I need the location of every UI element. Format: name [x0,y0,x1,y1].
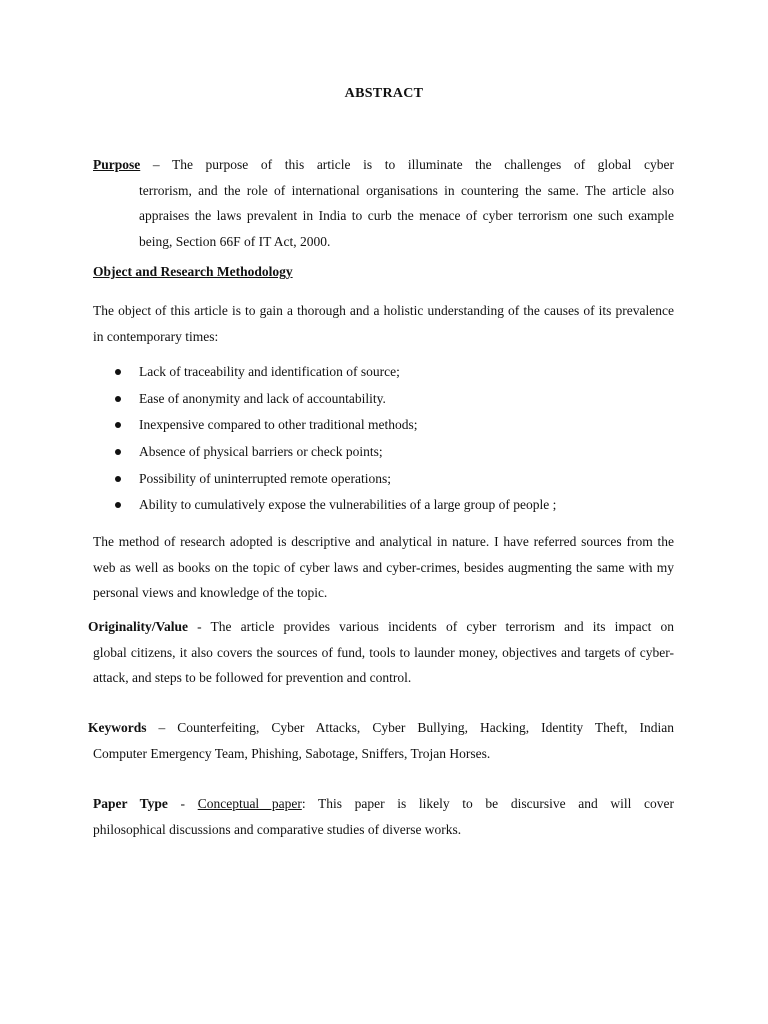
bullet-icon [115,422,121,428]
keywords-body-text: Computer Emergency Team, Phishing, Sabotage, Sniffers, Trojan Horses. [93,745,491,761]
purpose-line1-text: – The purpose of this article is to illuminate the challenges of global cyber [140,157,674,172]
list-item-text: Ease of anonymity and lack of accountability. [139,390,386,406]
keywords-paragraph [88,715,674,766]
list-item-text: Absence of physical barriers or check points; [139,444,383,460]
list-item-text: Possibility of uninterrupted remote operations; [139,470,391,486]
keywords-first-line [88,715,674,741]
paper-type-label: Paper Type [93,796,168,811]
research-method-paragraph: The method of research adopted is descriptive and analytical in nature. I have referred sources from the web as well as books on the topic of cyber laws and cyber-crimes, besides augmenting the same with my personal views and knowledge of the topic. [93,534,674,600]
keywords-label: Keywords [88,720,147,735]
object-methodology-heading: Object and Research Methodology [93,264,293,279]
list-item [115,492,675,519]
keywords-line1-text: – Counterfeiting, Cyber Attacks, Cyber Bullying, Hacking, Identity Theft, Indian [146,720,674,735]
originality-body-text: global citizens, it also covers the sources of fund, tools to launder money, objectives and targets of cyber-attack, and steps to be followed for prevention and control. [93,644,674,685]
list-item-text: Lack of traceability and identification of source; [139,364,400,379]
list-item [115,359,675,386]
originality-line1-text: - The article provides various incidents of cyber terrorism and its impact on [188,619,674,634]
list-item-text: Inexpensive compared to other traditional methods; [139,417,418,433]
document-title: ABSTRACT [344,86,424,101]
list-item [115,439,675,466]
list-item [115,466,675,493]
causes-list [115,359,675,519]
originality-paragraph [88,614,674,691]
paper-type-body-text: philosophical discussions and comparative studies of diverse works. [93,821,462,837]
bullet-icon [115,502,121,508]
paper-type-paragraph [93,791,674,842]
list-item-text: Ability to cumulatively expose the vulnerabilities of a large group of people ; [139,497,557,513]
purpose-body-text: terrorism, and the role of international organisations in countering the same. The article also appraises the laws prevalent in India to curb the menace of cyber terrorism one such example being, Section 66F of IT Act, 2000. [139,182,674,249]
paper-type-separator: - [167,796,198,811]
list-item [115,386,675,413]
bullet-icon [115,396,121,402]
purpose-label: Purpose [93,157,141,172]
bullet-icon [115,449,121,455]
list-item [115,412,675,439]
bullet-icon [115,476,121,482]
object-intro-paragraph: The object of this article is to gain a thorough and a holistic understanding of the causes of its prevalence in contemporary times: [93,303,674,344]
originality-first-line [88,614,674,640]
paper-type-first-line [93,791,674,817]
purpose-paragraph [93,152,674,254]
bullet-icon [115,369,121,375]
paper-type-value: Conceptual paper [197,796,302,811]
originality-label: Originality/Value [88,619,189,634]
purpose-first-line [93,152,674,178]
paper-type-line1-text: : This paper is likely to be discursive and will cover [301,796,674,811]
